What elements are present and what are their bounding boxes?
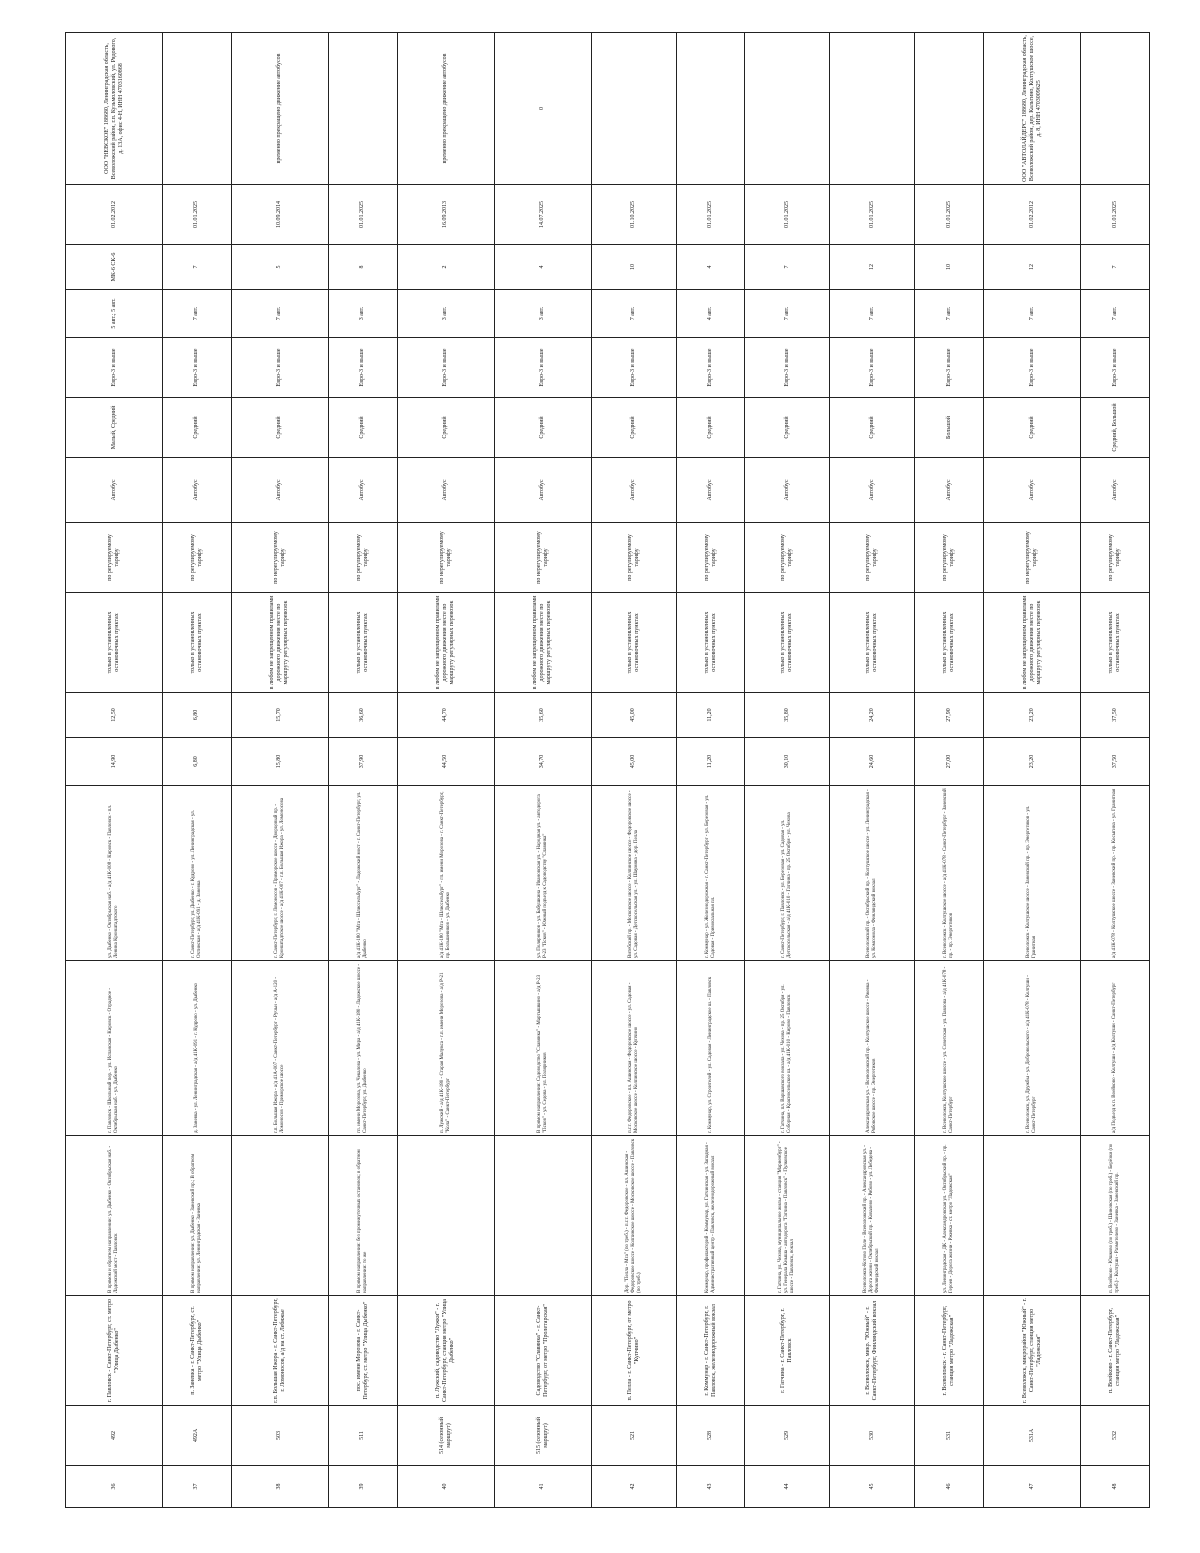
cell-streets: Всеволожский пр. - Октябрьский пр. - Колтушское шоссе - ул. Ленинградская - ул. Комсомола - Финляндский вокзал <box>830 786 915 961</box>
cell-stops: а/д Подъезд к п. Воейково - Колтуши - а/д Колтуши - Санкт-Петербург <box>1081 961 1150 1136</box>
cell-eco: Евро-3 и выше <box>591 338 676 398</box>
cell-path: В прямом направлении: ул. Дыбенко - Заневский пр.; В обратном направлении: ул. Ленинградская - Заневка <box>163 1136 232 1296</box>
cell-name: п. Пелла - г. Санкт-Петербург, от метро "Купчино" <box>591 1296 676 1406</box>
cell-stopmode: в любом не запрещенном правилами дорожного движения месте по маршруту регулярных перевозок <box>231 593 328 693</box>
cell-eco: Евро-3 и выше <box>915 338 984 398</box>
cell-name: п. Воейково - г. Санкт-Петербург, станция метро "Ладожская" <box>1081 1296 1150 1406</box>
cell-tariff: по регулируемому тарифу <box>591 523 676 593</box>
cell-year: 10 <box>591 245 676 290</box>
cell-route: 515 (сезонный маршрут) <box>494 1406 591 1466</box>
cell-date: 01.10.2025 <box>591 185 676 245</box>
cell-stops: г.п. Большая Ижора - а/д 41А-007 - Санкт-Петербург - Ручьи - а/д А-120 - Ломоносов - Приморское шоссе <box>231 961 328 1136</box>
cell-n: 42 <box>591 1466 676 1508</box>
cell-name: пос. имени Морозова - г. Санкт-Петербург, ст. метро "Улица Дыбенко" <box>328 1296 397 1406</box>
table-row <box>676 33 745 1508</box>
cell-len2: 35,80 <box>745 693 830 738</box>
cell-path <box>494 1136 591 1296</box>
cell-streets: Всеволожск - Колтушское шоссе - Заневский пр. - пр. Энергетиков - ул. Гранитная <box>984 786 1081 961</box>
cell-vclass: Большой <box>915 398 984 458</box>
cell-len1: 23,20 <box>984 738 1081 786</box>
cell-path <box>397 1136 494 1296</box>
cell-count: 3 авт. <box>397 290 494 338</box>
cell-stopmode: только в установленных остановочных пунктах <box>591 593 676 693</box>
cell-route: 492 <box>66 1406 163 1466</box>
cell-streets: а/д 41К-180 "Мга - Шлиссельбург" - Ладожский мост - г. Санкт-Петербург, ул. Дыбенко <box>328 786 397 961</box>
cell-n: 43 <box>676 1466 745 1508</box>
cell-year: 2 <box>397 245 494 290</box>
cell-streets: г. Коммунар - ул. Железнодорожная - г. Санкт-Петербург - ул. Березовая - ул. Садовая - Привокзальная пл. <box>676 786 745 961</box>
cell-date: 16.09.2013 <box>397 185 494 245</box>
table-row <box>591 33 676 1508</box>
cell-n: 40 <box>397 1466 494 1508</box>
cell-vtype: Автобус <box>591 458 676 523</box>
cell-carrier <box>830 33 915 185</box>
cell-len2: 6,80 <box>163 693 232 738</box>
cell-n: 48 <box>1081 1466 1150 1508</box>
cell-streets: г. Санкт-Петербург, г. Ломоносов - Приморское шоссе - Дворцовый пр. - Кронштадтское шоссе - а/д 41К-007 - г.п. Большая Ижора - ул. Ломоносова <box>231 786 328 961</box>
table-row <box>328 33 397 1508</box>
cell-tariff: по регулируемому тарифу <box>328 523 397 593</box>
cell-carrier <box>328 33 397 185</box>
table-row <box>231 33 328 1508</box>
cell-date: 01.02.2012 <box>66 185 163 245</box>
cell-count: 7 авт. <box>163 290 232 338</box>
cell-path: г. Гатчина, ул. Чехова, муниципальное жилье - станция "Мариенбург" - ул. Генерала Кныша - автодорога "Гатчина - Павловск" - Пулковское шоссе - Павловск, вокзал <box>745 1136 830 1296</box>
cell-n: 44 <box>745 1466 830 1508</box>
cell-n: 36 <box>66 1466 163 1508</box>
cell-tariff: по регулируемому тарифу <box>830 523 915 593</box>
cell-len2: 11,20 <box>676 693 745 738</box>
cell-route: 521 <box>591 1406 676 1466</box>
cell-count: 7 авт. <box>830 290 915 338</box>
cell-eco: Евро-3 и выше <box>328 338 397 398</box>
cell-vclass: Средний <box>163 398 232 458</box>
cell-vtype: Автобус <box>494 458 591 523</box>
cell-len1: 27,00 <box>915 738 984 786</box>
cell-n: 39 <box>328 1466 397 1508</box>
cell-route: 532 <box>1081 1406 1150 1466</box>
cell-count: 7 авт. <box>915 290 984 338</box>
table-row <box>397 33 494 1508</box>
cell-year: 7 <box>745 245 830 290</box>
cell-len1: 44,50 <box>397 738 494 786</box>
table-row <box>66 33 163 1508</box>
cell-n: 41 <box>494 1466 591 1508</box>
cell-stops: Александровская ул. - Всеволожский пр. - Колтушское шоссе - Ржевка - Рябовское шоссе - пр. Энергетиков <box>830 961 915 1136</box>
cell-year: 12 <box>830 245 915 290</box>
cell-date: 01.01.2025 <box>676 185 745 245</box>
cell-tariff: по регулируемому тарифу <box>1081 523 1150 593</box>
cell-streets: ул. Дыбенко - Октябрьская наб. - а/д 41К-008 - Кировск - Павловск - пл. Ленина Кронштадтского <box>66 786 163 961</box>
cell-tariff: по нерегулируемому тарифу <box>231 523 328 593</box>
cell-len1: 24,60 <box>830 738 915 786</box>
cell-vclass: Средний <box>984 398 1081 458</box>
table-row <box>984 33 1081 1508</box>
cell-count: 4 авт. <box>676 290 745 338</box>
cell-count: 7 авт. <box>1081 290 1150 338</box>
cell-eco: Евро-3 и выше <box>66 338 163 398</box>
cell-stopmode: только в установленных остановочных пунктах <box>66 593 163 693</box>
cell-len1: 45,00 <box>591 738 676 786</box>
cell-n: 45 <box>830 1466 915 1508</box>
table-row <box>830 33 915 1508</box>
cell-route: 531 <box>915 1406 984 1466</box>
cell-vtype: Автобус <box>231 458 328 523</box>
cell-tariff: по регулируемому тарифу <box>745 523 830 593</box>
cell-vtype: Автобус <box>676 458 745 523</box>
cell-vclass: Средний, Большой <box>1081 398 1150 458</box>
cell-stopmode: только в установленных остановочных пунктах <box>163 593 232 693</box>
cell-name: г. Всеволожск, микр. "Южный" - г. Санкт-Петербург, Финляндский вокзал <box>830 1296 915 1406</box>
cell-len1: 14,90 <box>66 738 163 786</box>
cell-date: 01.01.2025 <box>328 185 397 245</box>
cell-tariff: по нерегулируемому тарифу <box>494 523 591 593</box>
cell-year: 4 <box>494 245 591 290</box>
cell-year: 7 <box>1081 245 1150 290</box>
cell-path: Дор. "Пелла - Мга" (по треб.) - п.г.т. Федоровское - пл. Ашинская - Федоровское шоссе - Колпинское шоссе - Московское шоссе - Павловск (по треб.) <box>591 1136 676 1296</box>
cell-name: п. Заневка - г. Санкт-Петербург, ст. метро "Улица Дыбенко" <box>163 1296 232 1406</box>
cell-streets: г. Санкт-Петербург, г. Павловск - ул. Березовая - ул. Садовая - ул. Детскосельская - а/д 41К-010 - Гатчина - пр. 25 Октября - ул. Чехова <box>745 786 830 961</box>
cell-vtype: Автобус <box>66 458 163 523</box>
cell-len2: 24,20 <box>830 693 915 738</box>
cell-path: п. Воейково - Юшково (по треб.) - Шиновская (по треб.) - Берёзки (по треб.) - Колтуши - Разметелево - Заневка - Заневский пр. <box>1081 1136 1150 1296</box>
cell-vtype: Автобус <box>1081 458 1150 523</box>
cell-path: Всеволожск-Котово Поле - Всеволожский пр. - Александровская ул. - Дорога жизни - Октябрьский пр. - Ковалево - Рябово - ул. Лебедева - Финляндский вокзал <box>830 1136 915 1296</box>
cell-carrier <box>591 33 676 185</box>
cell-carrier <box>915 33 984 185</box>
cell-tariff: по регулируемому тарифу <box>676 523 745 593</box>
cell-vclass: Средний <box>830 398 915 458</box>
cell-count: 7 авт. <box>984 290 1081 338</box>
cell-stops: В прямом направлении: Садоводство "Славянка" - Мартышкино - а/д Р-23 "Псков" - ул. Седова - ул. Полярников <box>494 961 591 1136</box>
cell-tariff: по нерегулируемому тарифу <box>984 523 1081 593</box>
cell-year: 4 <box>676 245 745 290</box>
cell-date: 01.01.2025 <box>915 185 984 245</box>
cell-stops: г. Гатчина, пл. Варшавского вокзала - ул. Чехова - пр. 25 Октября - ул. Соборная - Красносельское ш. - а/д 41К-010 - Кирово - Павловск <box>745 961 830 1136</box>
cell-carrier <box>163 33 232 185</box>
cell-stopmode: только в установленных остановочных пунктах <box>1081 593 1150 693</box>
cell-name: п. Лужский, садоводство "Лужки" - г. Санкт-Петербург, станция метро "Улица Дыбенко" <box>397 1296 494 1406</box>
cell-stopmode: только в установленных остановочных пунктах <box>745 593 830 693</box>
cell-streets: Витебский пр. - Московское шоссе - Колпинское шоссе - Федоровское шоссе - ул. Садовая - Детскосельская ул. - ул. Шаумяна - дор. Пелла <box>591 786 676 961</box>
cell-eco: Евро-3 и выше <box>231 338 328 398</box>
cell-carrier: временно прекращено движение автобусов <box>231 33 328 185</box>
cell-vtype: Автобус <box>328 458 397 523</box>
cell-stopmode: только в установленных остановочных пунктах <box>328 593 397 693</box>
cell-path: Коммунар, профилакторий - Коммунар, ул. Гатчинская - ул. Западная - Административный центр - Павловск, железнодорожный вокзал <box>676 1136 745 1296</box>
cell-year: 12 <box>984 245 1081 290</box>
cell-vclass: Средний <box>397 398 494 458</box>
cell-len2: 44,70 <box>397 693 494 738</box>
cell-carrier <box>1081 33 1150 185</box>
table-row <box>494 33 591 1508</box>
cell-stops: гп. имени Морозова, ул. Чекалова - ул. Мира - а/д 41К-180 - Ладожское шоссе - Санкт-Петербург, ул. Дыбенко <box>328 961 397 1136</box>
cell-stops: г. Всеволожск, Колтушское шоссе - ул. Советская - ул. Павлова - а/д 41К-078 - Санкт-Петербург <box>915 961 984 1136</box>
cell-year: 7 <box>163 245 232 290</box>
cell-len1: 15,80 <box>231 738 328 786</box>
cell-name: г. Коммунар - г. Санкт-Петербург, г. Павловск, железнодорожный вокзал <box>676 1296 745 1406</box>
cell-route: 514 (сезонный маршрут) <box>397 1406 494 1466</box>
table-row <box>163 33 232 1508</box>
cell-count: 7 авт. <box>231 290 328 338</box>
cell-count: 3 авт. <box>494 290 591 338</box>
cell-tariff: по регулируемому тарифу <box>163 523 232 593</box>
cell-stops: г. Коммунар, ул. Строителей - ул. Садовая - Ленинградское ш. - Павловск <box>676 961 745 1136</box>
cell-vtype: Автобус <box>830 458 915 523</box>
cell-date: 01.01.2025 <box>830 185 915 245</box>
cell-tariff: по регулируемому тарифу <box>915 523 984 593</box>
cell-path <box>231 1136 328 1296</box>
cell-len2: 15,70 <box>231 693 328 738</box>
cell-n: 47 <box>984 1466 1081 1508</box>
cell-eco: Евро-3 и выше <box>830 338 915 398</box>
cell-len2: 12,50 <box>66 693 163 738</box>
cell-eco: Евро-3 и выше <box>163 338 232 398</box>
cell-eco: Евро-3 и выше <box>1081 338 1150 398</box>
cell-n: 37 <box>163 1466 232 1508</box>
bus-routes-table <box>65 32 1150 1508</box>
cell-vclass: Малый, Средний <box>66 398 163 458</box>
cell-carrier: временно прекращено движение автобусов <box>397 33 494 185</box>
cell-tariff: по регулируемому тарифу <box>66 523 163 593</box>
cell-name: г. Гатчина - г. Санкт-Петербург, г. Павловск <box>745 1296 830 1406</box>
cell-year: МК-6 СК-6 <box>66 245 163 290</box>
cell-len1: 6,80 <box>163 738 232 786</box>
cell-stopmode: только в установленных остановочных пунктах <box>915 593 984 693</box>
cell-n: 38 <box>231 1466 328 1508</box>
cell-path: В прямом направлении: без промежуточных остановок; в обратном направлении: то же <box>328 1136 397 1296</box>
cell-date: 10.09.2014 <box>231 185 328 245</box>
cell-year: 10 <box>915 245 984 290</box>
cell-len2: 37,50 <box>1081 693 1150 738</box>
cell-vtype: Автобус <box>397 458 494 523</box>
cell-count: 5 авт.; 5 авт. <box>66 290 163 338</box>
cell-vclass: Средний <box>494 398 591 458</box>
cell-stopmode: в любом не запрещенном правилами дорожного движения месте по маршруту регулярных перевозок <box>984 593 1081 693</box>
cell-len2: 27,90 <box>915 693 984 738</box>
cell-name: г. Всеволожск, микрорайон "Южный" - г. Санкт-Петербург, станция метро "Ладожская" <box>984 1296 1081 1406</box>
cell-carrier: ООО "АВТОЛАЙДЕРС" 188680, Ленинградская область, Всеволожский район, дер. Кальтино, Колтушское шоссе, д. 8, ИНН 4703009625 <box>984 33 1081 185</box>
table-row <box>1081 33 1150 1508</box>
cell-vclass: Средний <box>328 398 397 458</box>
cell-eco: Евро-3 и выше <box>984 338 1081 398</box>
cell-vclass: Средний <box>231 398 328 458</box>
cell-carrier: 0 <box>494 33 591 185</box>
cell-name: Садоводство "Славянка" - г. Санкт-Петербург, от метро "Пролетарская" <box>494 1296 591 1406</box>
cell-route: 531А <box>984 1406 1081 1466</box>
cell-stops: д. Заневка - ул. Ленинградская - а/д 41К-091 - г. Кудрово - ул. Дыбенко <box>163 961 232 1136</box>
cell-count: 3 авт. <box>328 290 397 338</box>
cell-stopmode: только в установленных остановочных пунктах <box>830 593 915 693</box>
cell-vtype: Автобус <box>984 458 1081 523</box>
cell-stops: г. Всеволожск, ул. Дружбы - ул. Добровольского - а/д 41К-078 - Колтуши - Санкт-Петербург <box>984 961 1081 1136</box>
cell-stopmode: только в установленных остановочных пунктах <box>676 593 745 693</box>
cell-len2: 45,00 <box>591 693 676 738</box>
cell-name: г. Всеволожск - г. Санкт-Петербург, станция метро "Ладожская" <box>915 1296 984 1406</box>
cell-date: 01.01.2025 <box>745 185 830 245</box>
cell-len2: 36,60 <box>328 693 397 738</box>
cell-streets: г. Всеволожск - Колтушское шоссе - а/д 41К-078 - Санкт-Петербург - Заневский пр. - пр. Энергетиков <box>915 786 984 961</box>
cell-vtype: Автобус <box>745 458 830 523</box>
table-row <box>745 33 830 1508</box>
cell-tariff: по нерегулируемому тарифу <box>397 523 494 593</box>
cell-year: 5 <box>231 245 328 290</box>
cell-vclass: Средний <box>745 398 830 458</box>
cell-date: 01.01.2025 <box>163 185 232 245</box>
cell-vclass: Средний <box>676 398 745 458</box>
cell-len2: 23,20 <box>984 693 1081 738</box>
cell-vtype: Автобус <box>915 458 984 523</box>
cell-date: 01.02.2012 <box>984 185 1081 245</box>
cell-streets: а/д 41К-180 "Мга - Шлиссельбург" - гп. имени Морозова - г. Санкт-Петербург, пр. Большевиков - ул. Дыбенко <box>397 786 494 961</box>
cell-date: 01.01.2025 <box>1081 185 1150 245</box>
cell-vclass: Средний <box>591 398 676 458</box>
cell-route: 511 <box>328 1406 397 1466</box>
cell-streets: г. Санкт-Петербург, ул. Дыбенко - г. Кудрово - ул. Ленинградская - ул. Охтинская - а/д 41К-091 - д. Заневка <box>163 786 232 961</box>
cell-count: 7 авт. <box>745 290 830 338</box>
cell-eco: Евро-3 и выше <box>676 338 745 398</box>
cell-date: 14.07.2025 <box>494 185 591 245</box>
cell-year: 8 <box>328 245 397 290</box>
cell-carrier <box>745 33 830 185</box>
cell-vtype: Автобус <box>163 458 232 523</box>
cell-streets: ул. Полярников - ул. Бабушкина - Ивановская ул. - Народная ул. - автодорога Р-23 "Псков" - Южный подъезд к Садоводству "Славянка" <box>494 786 591 961</box>
cell-carrier <box>676 33 745 185</box>
cell-stopmode: в любом не запрещенном правилами дорожного движения месте по маршруту регулярных перевозок <box>494 593 591 693</box>
cell-route: 530 <box>830 1406 915 1466</box>
cell-n: 46 <box>915 1466 984 1508</box>
cell-len1: 37,50 <box>1081 738 1150 786</box>
cell-route: 528 <box>676 1406 745 1466</box>
cell-len2: 35,60 <box>494 693 591 738</box>
cell-len1: 11,20 <box>676 738 745 786</box>
cell-len1: 34,70 <box>494 738 591 786</box>
cell-len1: 37,90 <box>328 738 397 786</box>
cell-stops: п. Лужский - а/д 41К-180 - Старая Малукса - г.п. имени Морозова - а/д Р-21 "Кола" - Санкт-Петербург <box>397 961 494 1136</box>
cell-eco: Евро-3 и выше <box>397 338 494 398</box>
cell-stopmode: в любом не запрещенном правилами дорожного движения месте по маршруту регулярных перевозок <box>397 593 494 693</box>
cell-route: 529 <box>745 1406 830 1466</box>
cell-path: В прямом и обратном направлении: ул. Дыбенко - Октябрьская наб. - Ладожский мост - Павловск <box>66 1136 163 1296</box>
cell-name: г. Павловск - Санкт-Петербург, ст. метро "Улица Дыбенко" <box>66 1296 163 1406</box>
cell-carrier: ООО "НЕВСКОЕ" 188680, Ленинградская область, Всеволожский район, г.п. Кузьмоловский, ул. Рядового, д. 13А, офис 4-Н, ИНН 4703160868 <box>66 33 163 185</box>
cell-eco: Евро-3 и выше <box>745 338 830 398</box>
cell-path: ул. Ленинградская - ДК - Александровская ул. - Октябрьский пр. - пр. Героев - Дорога жизни - Ржевка - ст. метро "Ладожская" <box>915 1136 984 1296</box>
cell-stops: г. Павловск - Школьный пер. - ул. Испанская - Кировск - Отрадное - Октябрьская наб. - ул. Дыбенко <box>66 961 163 1136</box>
table-row <box>915 33 984 1508</box>
cell-route: 503 <box>231 1406 328 1466</box>
cell-streets: а/д 41К-078 - Колтушское шоссе - Заневский пр. - пр. Косыгина - ул. Гранитная <box>1081 786 1150 961</box>
table-body <box>66 33 1150 1508</box>
cell-route: 492А <box>163 1406 232 1466</box>
cell-name: г.п. Большая Ижора - г. Санкт-Петербург, г. Ломоносов, а/д на ст. Лебяжье <box>231 1296 328 1406</box>
cell-count: 7 авт. <box>591 290 676 338</box>
cell-eco: Евро-3 и выше <box>494 338 591 398</box>
cell-path <box>984 1136 1081 1296</box>
cell-len1: 30,10 <box>745 738 830 786</box>
cell-stops: п.г.т. Федоровское - пл. Ашинская - Федоровское шоссе - ул. Садовая - Московское шоссе - Колпинское шоссе - Купчино <box>591 961 676 1136</box>
